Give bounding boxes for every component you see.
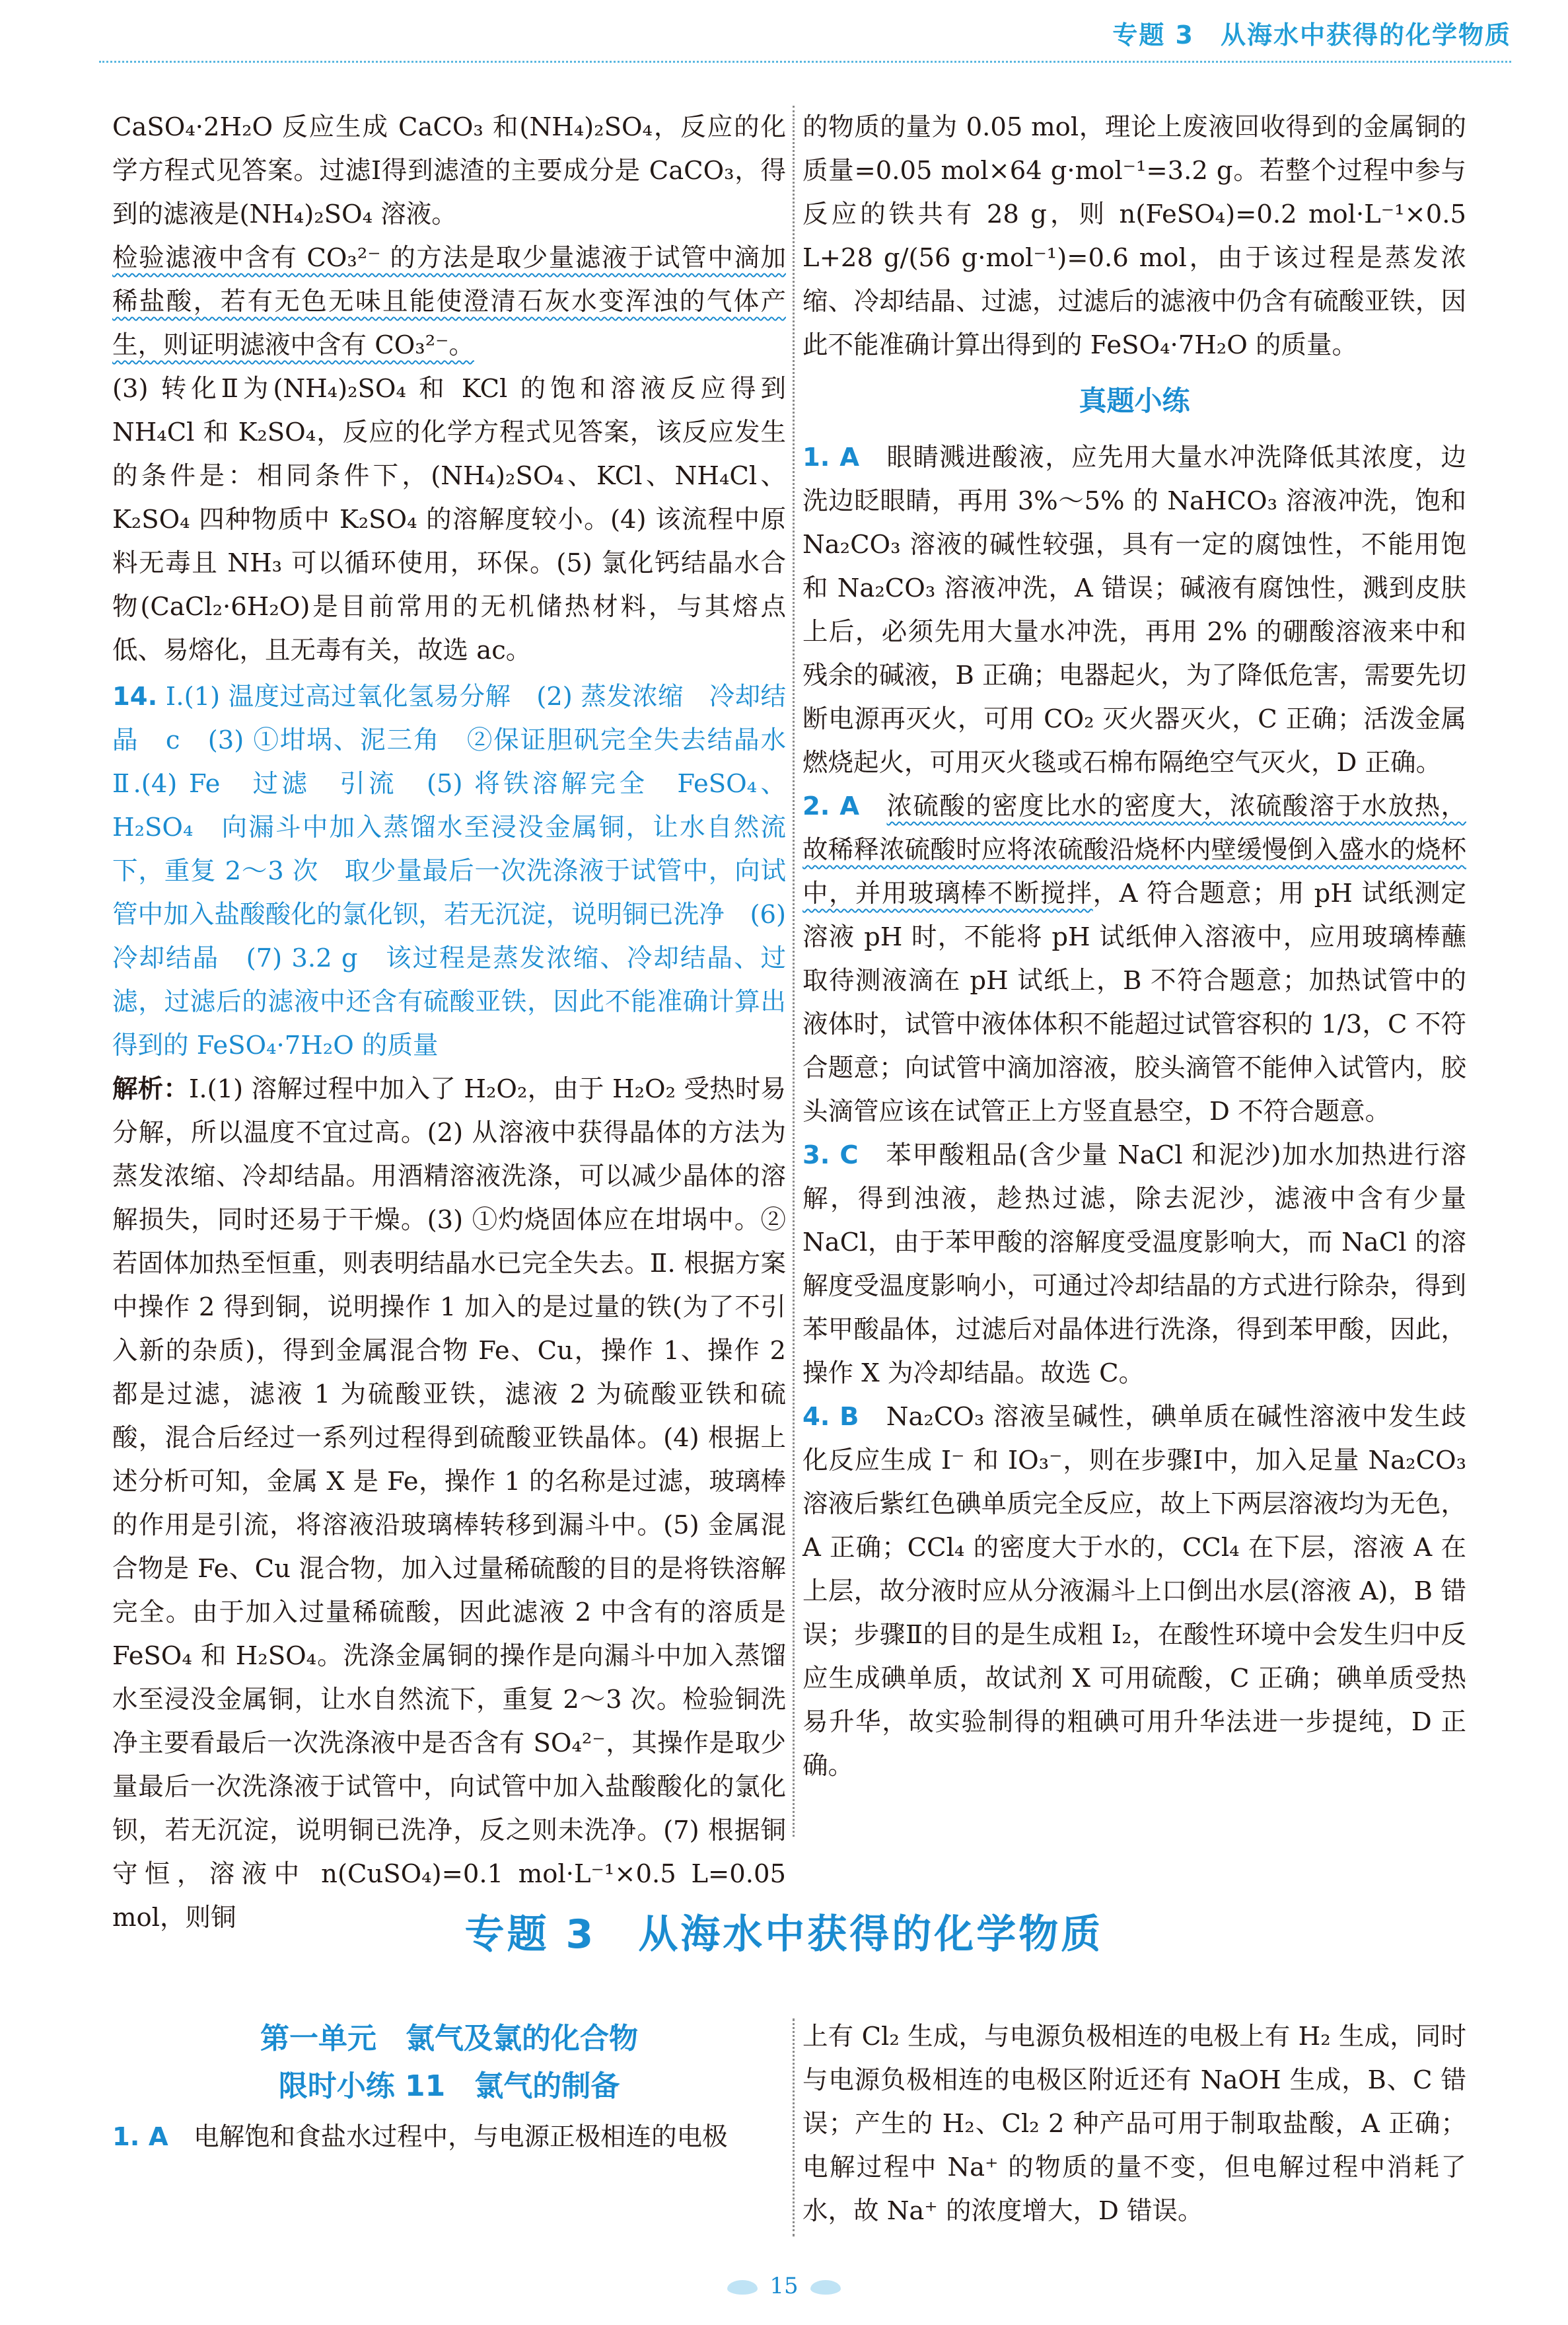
chapter-title: 专题 3 从海水中获得的化学物质 bbox=[464, 1911, 1104, 1958]
paragraph: 上有 Cl₂ 生成，与电源负极相连的电极上有 H₂ 生成，同时与电源负极相连的电极区附近还有 NaOH 生成，B、C 错误；产生的 H₂、Cl₂ 2 种产品可用于制取盐酸，A 正确；电解过程中 Na⁺ 的物质的量不变，但电解过程中消耗了水，故 Na⁺ 的浓度增大，D 错误。 bbox=[802, 2022, 1466, 2226]
left-column bbox=[112, 106, 812, 1940]
leaf-ornament-icon bbox=[727, 2280, 758, 2295]
answer-item bbox=[802, 436, 1466, 785]
unit-subtitle: 限时小练 11 氯气的制备 bbox=[278, 2069, 620, 2103]
page-footer bbox=[0, 2273, 1568, 2299]
answer-number: 1. A bbox=[112, 2122, 168, 2152]
answer-text: Ⅰ.(1) 温度过高过氧化氢易分解 (2) 蒸发浓缩 冷却结晶 c (3) ①坩埚、泥三角 ②保证胆矾完全失去结晶水 Ⅱ.(4) Fe 过滤 引流 (5) 将铁溶解完全 FeSO₄、H₂SO₄ 向漏斗中加入蒸馏水至浸没金属铜，让水自然流下，重复 2～3 次 取少量最后一次洗涤液于试管中，向试管中加入盐酸酸化的氯化钡，若无沉淀，说明铜已洗净 (6) 冷却结晶 (7) 3.2 g 该过程是蒸发浓缩、冷却结晶、过滤，过滤后的滤液中还含有硫酸亚铁，因此不能准确计算出得到的 FeSO₄·7H₂O 的质量 bbox=[112, 682, 812, 1060]
paragraph-highlight bbox=[112, 237, 786, 367]
header-rule bbox=[99, 61, 1511, 63]
analysis-label: 解析： bbox=[112, 1074, 190, 1104]
answer-item bbox=[802, 1395, 1466, 1788]
answer-item bbox=[802, 785, 1466, 1134]
answer-text: 苯甲酸粗品(含少量 NaCl 和泥沙)加水加热进行溶解，得到浊液，趁热过滤，除去泥沙，滤液中含有少量 NaCl，由于苯甲酸的溶解度受温度影响大，而 NaCl 的溶解度受温度影响小，可通过冷却结晶的方式进行除杂，得到苯甲酸晶体，过滤后对晶体进行洗涤，得到苯甲酸，因此，操作 X 为冷却结晶。故选 C。 bbox=[802, 1140, 1466, 1388]
analysis-text: Ⅰ.(1) 溶解过程中加入了 H₂O₂，由于 H₂O₂ 受热时易分解，所以温度不宜过高。(2) 从溶液中获得晶体的方法为蒸发浓缩、冷却结晶。用酒精溶液洗涤，可以减少晶体的溶解损失，同时还易于干燥。(3) ①灼烧固体应在坩埚中。②若固体加热至恒重，则表明结晶水已完全失去。Ⅱ. 根据方案中操作 2 得到铜，说明操作 1 加入的是过量的铁(为了不引入新的杂质)，得到金属混合物 Fe、Cu，操作 1、操作 2 都是过滤，滤液 1 为硫酸亚铁，滤液 2 为硫酸亚铁和硫酸，混合后经过一系列过程得到硫酸亚铁晶体。(4) 根据上述分析可知，金属 X 是 Fe，操作 1 的名称是过滤，玻璃棒的作用是引流，将溶液沿玻璃棒转移到漏斗中。(5) 金属混合物是 Fe、Cu 混合物，加入过量稀硫酸的目的是将铁溶解完全。由于加入过量稀硫酸，因此滤液 2 中含有的溶质是 FeSO₄ 和 H₂SO₄。洗涤金属铜的操作是向漏斗中加入蒸馏水至浸没金属铜，让水自然流下，重复 2～3 次。检验铜洗净主要看最后一次洗涤液中是否含有 SO₄²⁻，其操作是取少量最后一次洗涤液于试管中，向试管中加入盐酸酸化的氯化钡，若无沉淀，说明铜已洗净，反之则未洗净。(7) 根据铜守恒，溶液中 n(CuSO₄)=0.1 mol·L⁻¹×0.5 L=0.05 mol，则铜 bbox=[112, 1074, 786, 1933]
wavy-underlined-text: 浓硫酸的密度比水的密度大，浓硫酸溶于水放热，故稀释浓硫酸时应将浓硫酸沿烧杯内壁缓慢倒入盛水的烧杯中，并用玻璃棒不断搅拌 bbox=[802, 792, 1466, 908]
wavy-underlined-text: 检验滤液中含有 CO₃²⁻ 的方法是取少量滤液于试管中滴加稀盐酸，若有无色无味且能使澄清石灰水变浑浊的气体产生，则证明滤液中含有 CO₃²⁻。 bbox=[112, 243, 786, 360]
unit-title: 第一单元 氯气及氯的化合物 bbox=[260, 2022, 638, 2055]
answer-number: 3. C bbox=[802, 1140, 859, 1170]
answer-text: Na₂CO₃ 溶液呈碱性，碘单质在碱性溶液中发生歧化反应生成 I⁻ 和 IO₃⁻，则在步骤Ⅰ中，加入足量 Na₂CO₃ 溶液后紫红色碘单质完全反应，故上下两层溶液均为无色，A 正确；CCl₄ 的密度大于水的，CCl₄ 在下层，溶液 A 在上层，故分液时应从分液漏斗上口倒出水层(溶液 A)，B 错误；步骤Ⅱ的目的是生成粗 I₂，在酸性环境中会发生归中反应生成碘单质，故试剂 X 可用硫酸，C 正确；碘单质受热易升华，故实验制得的粗碘可用升华法进一步提纯，D 正确。 bbox=[802, 1402, 1466, 1781]
paragraph: 的物质的量为 0.05 mol，理论上废液回收得到的金属铜的质量=0.05 mol×64 g·mol⁻¹=3.2 g。若整个过程中参与反应的铁共有 28 g，则 n(FeSO₄)=0.2 mol·L⁻¹×0.5 L+28 g/(56 g·mol⁻¹)=0.6 mol，由于该过程是蒸发浓缩、冷却结晶、过滤，过滤后的滤液中仍含有硫酸亚铁，因此不能准确计算出得到的 FeSO₄·7H₂O 的质量。 bbox=[802, 112, 1466, 360]
bottom-right-column bbox=[802, 2015, 1466, 2233]
right-column bbox=[802, 106, 1466, 1788]
question-number: 14. bbox=[112, 682, 158, 712]
analysis-14 bbox=[112, 1068, 786, 1940]
answer-item bbox=[802, 1134, 1466, 1395]
column-separator-bottom bbox=[793, 2018, 795, 2236]
answer-number: 1. A bbox=[802, 443, 860, 472]
answer-item bbox=[112, 2116, 786, 2159]
answer-text: 电解饱和食盐水过程中，与电源正极相连的电极 bbox=[194, 2122, 728, 2152]
answer-number: 4. B bbox=[802, 1402, 859, 1432]
paragraph: CaSO₄·2H₂O 反应生成 CaCO₃ 和(NH₄)₂SO₄，反应的化学方程式见答案。过滤Ⅰ得到滤渣的主要成分是 CaCO₃，得到的滤液是(NH₄)₂SO₄ 溶液。 bbox=[112, 112, 786, 229]
section-title: 真题小练 bbox=[1079, 385, 1190, 417]
paragraph: (3) 转化Ⅱ为(NH₄)₂SO₄ 和 KCl 的饱和溶液反应得到 NH₄Cl 和 K₂SO₄，反应的化学方程式见答案，该反应发生的条件是：相同条件下，(NH₄)₂SO₄、KCl、NH₄Cl、K₂SO₄ 四种物质中 K₂SO₄ 的溶解度较小。(4) 该流程中原料无毒且 NH₃ 可以循环使用，环保。(5) 氯化钙结晶水合物(CaCl₂·6H₂O)是目前常用的无机储热材料，与其熔点低、易熔化，且无毒有关，故选 ac。 bbox=[112, 374, 786, 665]
column-separator bbox=[793, 106, 795, 1837]
page-header: 专题 3 从海水中获得的化学物质 bbox=[1112, 20, 1511, 50]
answer-number: 2. A bbox=[802, 792, 860, 821]
page-number: 15 bbox=[769, 2273, 799, 2299]
leaf-ornament-icon bbox=[810, 2280, 841, 2295]
answer-14 bbox=[112, 675, 812, 1068]
answer-text: ，A 符合题意；用 pH 试纸测定溶液 pH 时，不能将 pH 试纸伸入溶液中，应用玻璃棒蘸取待测液滴在 pH 试纸上，B 不符合题意；加热试管中的液体时，试管中液体体积不能超过试管容积的 1/3，C 不符合题意；向试管中滴加溶液，胶头滴管不能伸入试管内，胶头滴管应该在试管正上方竖直悬空，D 不符合题意。 bbox=[802, 879, 1466, 1126]
bottom-left-column bbox=[112, 2015, 786, 2159]
answer-text: 眼睛溅进酸液，应先用大量水冲洗降低其浓度，边洗边眨眼睛，再用 3%～5% 的 NaHCO₃ 溶液冲洗，饱和 Na₂CO₃ 溶液的碱性较强，具有一定的腐蚀性，不能用饱和 Na₂CO₃ 溶液冲洗，A 错误；碱液有腐蚀性，溅到皮肤上后，必须先用大量水冲洗，再用 2% 的硼酸溶液来中和残余的碱液，B 正确；电器起火，为了降低危害，需要先切断电源再灭火，可用 CO₂ 灭火器灭火，C 正确；活泼金属燃烧起火，可用灭火毯或石棉布隔绝空气灭火，D 正确。 bbox=[802, 443, 1466, 778]
